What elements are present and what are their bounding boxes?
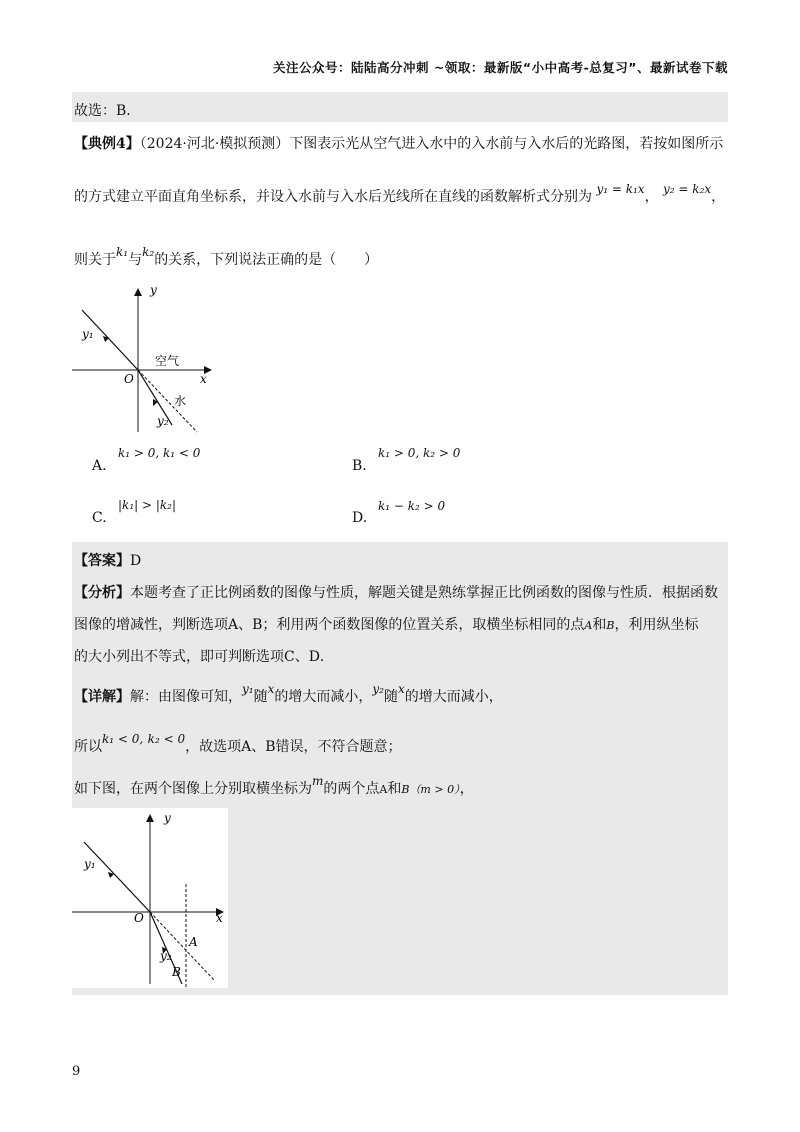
answer-label: 【答案】: [74, 553, 130, 569]
equation-y1: y₁ = k₁x: [596, 182, 645, 196]
ray-y2-label-2: y₂: [160, 949, 172, 963]
point-b-label: B: [172, 965, 181, 979]
detail-inequality-k1: k₁ < 0,: [102, 732, 144, 746]
origin-label: O: [124, 372, 134, 386]
detail-text-1b: 的增大而减小，: [274, 689, 373, 705]
previous-answer-block: [72, 92, 728, 122]
ray-y1-arrow: [103, 336, 109, 342]
problem-text-1: 下图表示光从空气进入水中的入水前与入水后的光路图，若按如图所示: [289, 136, 724, 152]
page-number: 9: [72, 1064, 81, 1079]
detail-y2: y₂: [372, 682, 384, 696]
problem-source: （2024·河北·模拟预测）: [139, 136, 290, 152]
analysis-and: 和: [592, 617, 607, 633]
detail-line-3: [74, 774, 474, 798]
y-axis-label: y: [150, 283, 157, 297]
equation-y2: y₂ = k₂x: [663, 182, 712, 196]
detail-he: 和: [387, 781, 402, 797]
detail-label: 【详解】: [74, 689, 130, 705]
detail-text-1a: 解：由图像可知，: [130, 689, 242, 705]
detail-sui: 随: [253, 689, 268, 705]
page-header: 关注公众号：陆陆高分冲刺 ~领取：最新版“小中高考-总复习”、最新试卷下载: [273, 60, 728, 75]
problem-line-2: [74, 182, 726, 206]
option-b-letter[interactable]: B.: [352, 458, 367, 474]
y-axis-label-2: y: [164, 811, 171, 825]
analysis-label: 【分析】: [74, 585, 130, 601]
detail-text-1c: 的增大而减小，: [404, 689, 503, 705]
symbol-k1: k₁: [116, 245, 129, 259]
x-axis-label-2: x: [216, 911, 223, 925]
option-a-expression[interactable]: k₁ > 0, k₁ < 0: [118, 446, 201, 460]
option-c-expression[interactable]: |k₁| > |k₂|: [118, 498, 177, 512]
symbol-k2: k₂: [142, 245, 155, 259]
figure-light-path-2: [72, 808, 228, 988]
answer-line: [74, 550, 141, 570]
figure-light-path-1: [72, 280, 222, 440]
option-d-letter[interactable]: D.: [352, 510, 368, 526]
x-axis-label: x: [200, 372, 207, 386]
analysis-text-3: 的大小列出不等式，即可判断选项C、D．: [74, 649, 334, 665]
analysis-line-3: [74, 646, 334, 666]
detail-text-3-mid: 的两个点: [323, 781, 380, 797]
detail-sui2: 随: [383, 689, 398, 705]
origin-label-2: O: [134, 911, 144, 925]
detail-y1: y₁: [242, 682, 254, 696]
problem-label: 【典例4】: [74, 136, 140, 152]
problem-line-3: [74, 245, 379, 269]
detail-text-3-end: ，: [459, 781, 474, 797]
problem-line-1: [74, 133, 723, 153]
detail-line-2: [74, 732, 402, 756]
option-a-letter[interactable]: A.: [92, 458, 107, 474]
analysis-line-1: [74, 582, 718, 602]
detail-condition: （m > 0）: [409, 783, 460, 796]
analysis-text-2-end: ，利用纵坐标: [614, 617, 699, 633]
detail-point-a: A: [379, 783, 388, 796]
equation-separator: ，: [644, 189, 659, 205]
ray-y1-label-2: y₁: [84, 857, 96, 871]
line-end-comma: ，: [711, 189, 726, 205]
air-label: 空气: [155, 354, 180, 368]
analysis-point-b: B: [606, 619, 615, 632]
analysis-line-2: [74, 614, 698, 634]
detail-text-2-pre: 所以: [74, 739, 102, 755]
word-and: 与: [128, 252, 143, 268]
problem-text-3-pre: 则关于: [74, 252, 116, 268]
detail-text-2-post: ，故选项A、B错误，不符合题意；: [185, 739, 402, 755]
option-d-expression[interactable]: k₁ − k₂ > 0: [378, 499, 446, 513]
detail-inequality-k2: k₂ < 0: [147, 732, 186, 746]
previous-answer: 故选：B．: [74, 103, 141, 119]
option-c-letter[interactable]: C.: [92, 510, 107, 526]
option-b-expression[interactable]: k₁ > 0, k₂ > 0: [378, 446, 461, 460]
detail-x2: x: [397, 682, 405, 696]
analysis-text-2: 图像的增减性，判断选项A、B；利用两个函数图像的位置关系，取横坐标相同的点: [74, 617, 585, 633]
problem-text-3-post: 的关系，下列说法正确的是（ ）: [154, 252, 379, 268]
analysis-point-a: A: [584, 619, 593, 632]
ray-y1-label: y₁: [82, 327, 94, 341]
analysis-text-1: 本题考查了正比例函数的图像与性质，解题关键是熟练掌握正比例函数的图像与性质．根据函数: [130, 585, 718, 601]
water-label: 水: [174, 394, 187, 408]
ray-y2-label: y₂: [157, 414, 169, 428]
problem-text-2: 的方式建立平面直角坐标系，并设入水前与入水后光线所在直线的函数解析式分别为: [74, 189, 592, 205]
detail-point-b: B: [401, 783, 410, 796]
detail-text-3-pre: 如下图，在两个图像上分别取横坐标为: [74, 781, 312, 797]
detail-m: m: [312, 774, 324, 788]
detail-x: x: [267, 682, 275, 696]
point-a-label: A: [189, 935, 198, 949]
answer-value: D: [130, 553, 142, 569]
detail-line-1: [74, 682, 503, 706]
